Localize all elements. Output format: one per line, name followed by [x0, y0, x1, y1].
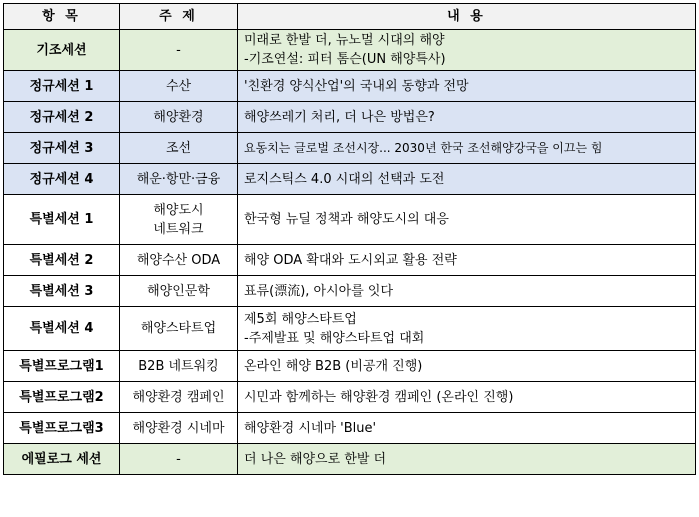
content-line: -주제발표 및 해양스타트업 대회 — [244, 330, 425, 346]
table-row — [4, 413, 696, 444]
content-line: 해양환경 시네마 'Blue' — [244, 420, 377, 436]
session-content — [238, 30, 696, 71]
content-line: 한국형 뉴딜 정책과 해양도시의 대응 — [244, 212, 449, 227]
session-name: 에필로그 세션 — [4, 444, 120, 475]
session-content — [238, 195, 696, 245]
session-content — [238, 133, 696, 164]
content-line: 해양쓰레기 처리, 더 나은 방법은? — [244, 109, 435, 125]
topic-line: 해양수산 ODA — [136, 252, 221, 268]
topic-line: 해운·항만·금융 — [136, 171, 221, 187]
session-name: 정규세션 3 — [4, 133, 120, 164]
topic-line: - — [176, 451, 181, 467]
session-topic — [120, 30, 238, 71]
content-line: 제5회 해양스타트업 — [244, 311, 357, 327]
session-topic — [120, 444, 238, 475]
session-name: 특별세션 4 — [4, 307, 120, 351]
content-line: -기조연설: 피터 톰슨(UN 해양특사) — [244, 52, 446, 67]
content-line: 온라인 해양 B2B (비공개 진행) — [244, 358, 423, 374]
table-row — [4, 102, 696, 133]
topic-line: 해양스타트업 — [140, 321, 217, 336]
table-row — [4, 245, 696, 276]
table-row — [4, 351, 696, 382]
topic-line: 해양환경 캠페인 — [132, 389, 225, 405]
table-row — [4, 195, 696, 245]
table-row — [4, 133, 696, 164]
session-topic — [120, 413, 238, 444]
session-topic — [120, 382, 238, 413]
topic-line: 수산 — [165, 78, 192, 94]
table-row — [4, 382, 696, 413]
session-content — [238, 245, 696, 276]
session-name: 정규세션 1 — [4, 71, 120, 102]
topic-line: 해양도시 — [153, 202, 204, 218]
session-name: 특별세션 2 — [4, 245, 120, 276]
session-topic — [120, 351, 238, 382]
topic-line: 해양환경 — [153, 109, 204, 125]
topic-line: 조선 — [165, 140, 192, 156]
session-content — [238, 444, 696, 475]
session-name: 특별세션 1 — [4, 195, 120, 245]
content-line: 로지스틱스 4.0 시대의 선택과 도전 — [244, 171, 445, 187]
session-topic — [120, 133, 238, 164]
session-table — [3, 3, 696, 475]
table-row — [4, 30, 696, 71]
session-content — [238, 307, 696, 351]
topic-line: B2B 네트워킹 — [138, 358, 219, 374]
content-line: 해양 ODA 확대와 도시외교 활용 전략 — [244, 252, 457, 268]
session-content — [238, 413, 696, 444]
session-name: 특별프로그램3 — [4, 413, 120, 444]
content-line: 요동치는 글로벌 조선시장... 2030년 한국 조선해양강국을 이끄는 힘 — [244, 140, 603, 155]
topic-line: 해양환경 시네마 — [132, 420, 225, 436]
session-content — [238, 382, 696, 413]
session-topic — [120, 276, 238, 307]
session-content — [238, 276, 696, 307]
topic-line: - — [176, 42, 181, 58]
header-item: 항 목 — [4, 4, 120, 30]
header-topic: 주 제 — [120, 4, 238, 30]
table-row — [4, 444, 696, 475]
session-name: 정규세션 4 — [4, 164, 120, 195]
session-topic — [120, 102, 238, 133]
content-line: 표류(漂流), 아시아를 잇다 — [244, 283, 394, 299]
session-content — [238, 164, 696, 195]
session-topic — [120, 195, 238, 245]
table-row — [4, 71, 696, 102]
table-row — [4, 276, 696, 307]
content-line: 더 나은 해양으로 한발 더 — [244, 451, 387, 467]
header-row — [4, 4, 696, 30]
session-content — [238, 71, 696, 102]
session-name: 특별프로그램1 — [4, 351, 120, 382]
session-content — [238, 351, 696, 382]
session-topic — [120, 164, 238, 195]
session-topic — [120, 245, 238, 276]
topic-line: 네트워크 — [153, 221, 204, 237]
session-topic — [120, 307, 238, 351]
session-name: 정규세션 2 — [4, 102, 120, 133]
topic-line: 해양인문학 — [147, 283, 210, 299]
table-row — [4, 307, 696, 351]
session-content — [238, 102, 696, 133]
session-topic — [120, 71, 238, 102]
session-name: 특별프로그램2 — [4, 382, 120, 413]
session-name: 기조세션 — [4, 30, 120, 71]
session-name: 특별세션 3 — [4, 276, 120, 307]
content-line: '친환경 양식산업'의 국내외 동향과 전망 — [244, 78, 469, 94]
header-content: 내 용 — [238, 4, 696, 30]
content-line: 미래로 한발 더, 뉴노멀 시대의 해양 — [244, 33, 445, 48]
content-line: 시민과 함께하는 해양환경 캠페인 (온라인 진행) — [244, 389, 514, 405]
table-row — [4, 164, 696, 195]
